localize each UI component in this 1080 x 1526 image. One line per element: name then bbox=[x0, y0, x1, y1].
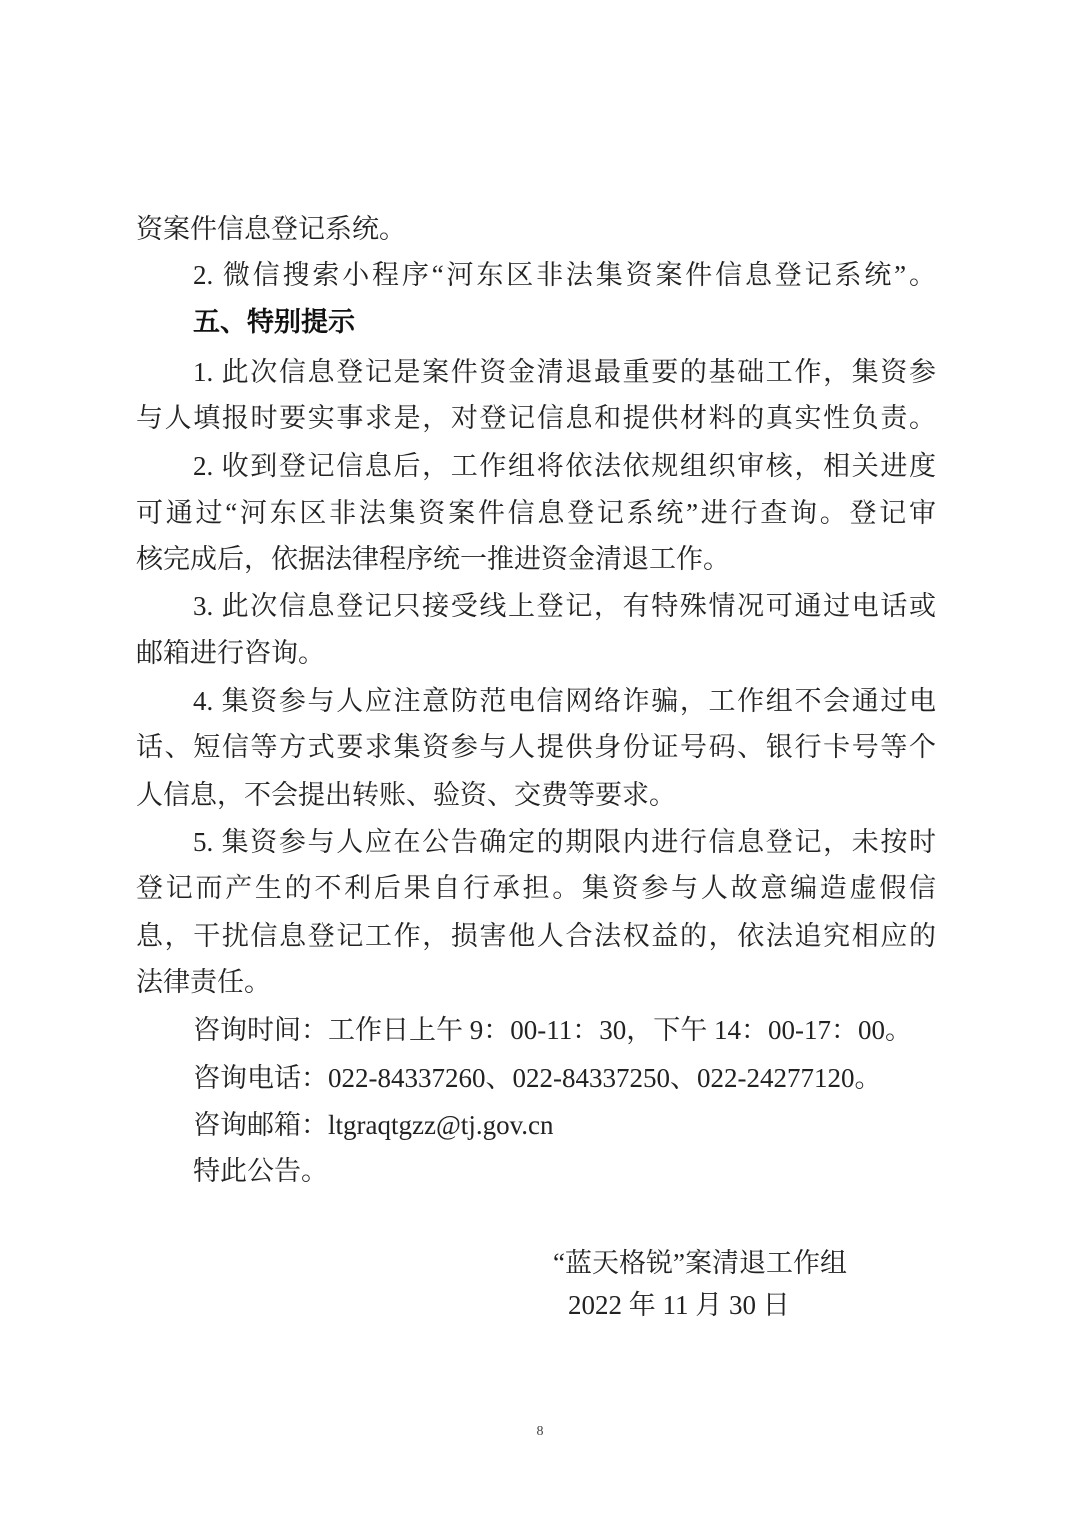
signature-date: 2022 年 11 月 30 日 bbox=[568, 1290, 790, 1320]
text-line: 1. 此次信息登记是案件资金清退最重要的基础工作，集资参 bbox=[193, 357, 936, 387]
text-line: 2. 微信搜索小程序“河东区非法集资案件信息登记系统”。 bbox=[193, 260, 936, 290]
signature-organization: “蓝天格锐”案清退工作组 bbox=[553, 1248, 847, 1278]
text-line: 可通过“河东区非法集资案件信息登记系统”进行查询。登记审 bbox=[136, 498, 936, 528]
text-line: 息，干扰信息登记工作，损害他人合法权益的，依法追究相应的 bbox=[136, 921, 936, 951]
text-line: 4. 集资参与人应注意防范电信网络诈骗，工作组不会通过电 bbox=[193, 686, 936, 716]
text-line: 5. 集资参与人应在公告确定的期限内进行信息登记，未按时 bbox=[193, 827, 936, 857]
page-number: 8 bbox=[536, 1424, 544, 1439]
text-line: 与人填报时要实事求是，对登记信息和提供材料的真实性负责。 bbox=[136, 403, 936, 433]
section-heading: 五、特别提示 bbox=[193, 307, 355, 338]
text-line: 话、短信等方式要求集资参与人提供身份证号码、银行卡号等个 bbox=[136, 732, 936, 762]
text-line: 登记而产生的不利后果自行承担。集资参与人故意编造虚假信 bbox=[136, 873, 936, 903]
closing-text: 特此公告。 bbox=[193, 1156, 328, 1186]
consult-phone: 咨询电话：022-84337260、022-84337250、022-24277120。 bbox=[193, 1063, 882, 1093]
text-line: 3. 此次信息登记只接受线上登记，有特殊情况可通过电话或 bbox=[193, 591, 936, 621]
text-line: 邮箱进行咨询。 bbox=[136, 638, 325, 668]
text-line: 核完成后，依据法律程序统一推进资金清退工作。 bbox=[136, 544, 730, 574]
text-line: 2. 收到登记信息后，工作组将依法依规组织审核，相关进度 bbox=[193, 451, 936, 481]
consult-time: 咨询时间：工作日上午 9：00-11：30，下午 14：00-17：00。 bbox=[193, 1015, 912, 1045]
text-line: 资案件信息登记系统。 bbox=[136, 214, 406, 244]
consult-email: 咨询邮箱：ltgraqtgzz@tj.gov.cn bbox=[193, 1110, 554, 1140]
text-line: 人信息，不会提出转账、验资、交费等要求。 bbox=[136, 780, 676, 810]
text-line: 法律责任。 bbox=[136, 967, 271, 997]
